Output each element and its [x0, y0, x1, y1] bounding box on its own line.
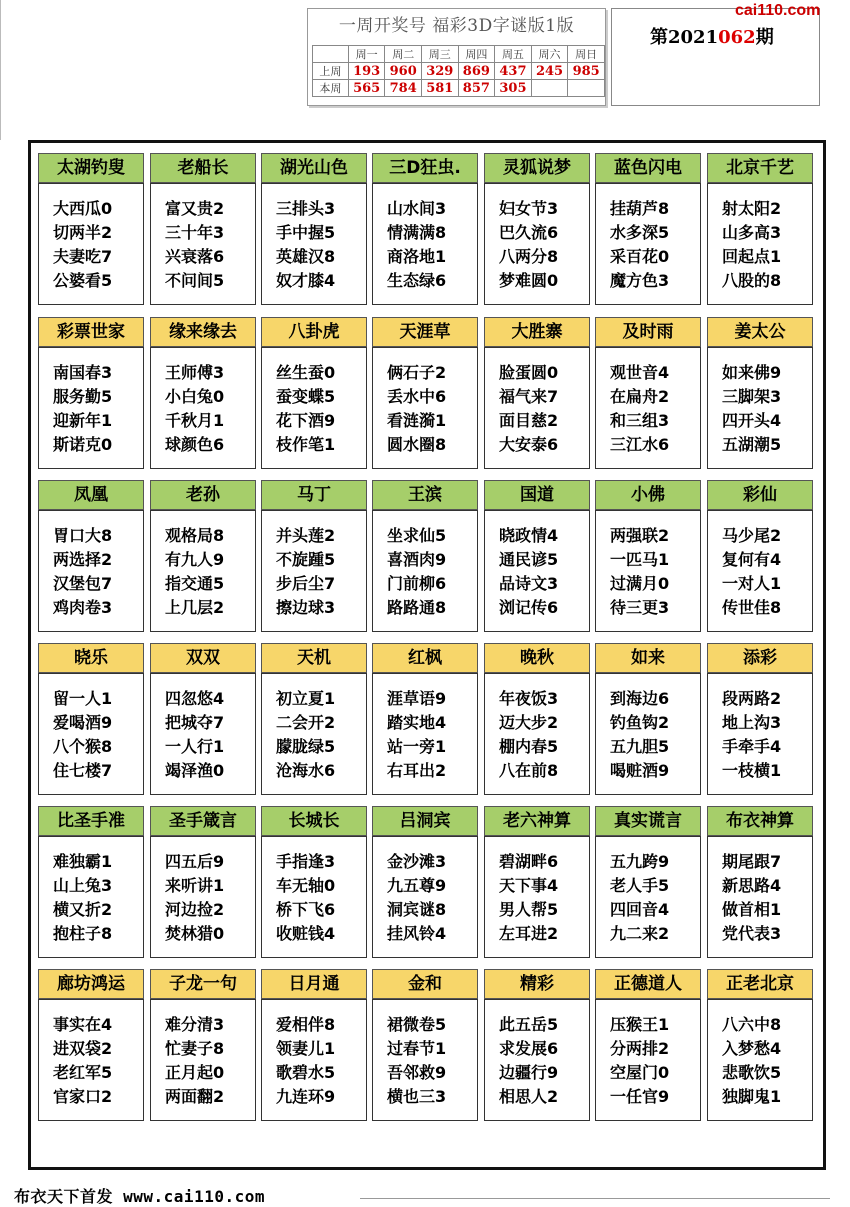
riddle-line: 八两分8 — [499, 247, 559, 266]
panel-author-name: 三D狂虫. — [372, 153, 478, 183]
riddle-line: 一对人1 — [722, 574, 782, 593]
riddle-line: 有九人9 — [165, 550, 225, 569]
riddle-line: 不旋踵5 — [276, 550, 336, 569]
riddle-line: 钓鱼钩2 — [610, 713, 670, 732]
riddle-line: 魔方色3 — [610, 271, 670, 290]
riddle-line: 两强联2 — [610, 526, 670, 545]
row-label-last-week: 上周 — [313, 63, 349, 80]
riddle-line: 踏实地4 — [387, 713, 447, 732]
riddle-line: 焚林猎0 — [165, 924, 225, 943]
riddle-line: 五九跨9 — [610, 852, 670, 871]
riddle-line: 四五后9 — [165, 852, 225, 871]
riddle-line: 夫妻吃7 — [53, 247, 113, 266]
riddle-line: 枝作笔1 — [276, 435, 336, 454]
riddle-line: 采百花0 — [610, 247, 670, 266]
riddle-line: 留一人1 — [53, 689, 113, 708]
riddle-line: 八六中8 — [722, 1015, 782, 1034]
panel-author-name: 湖光山色 — [261, 153, 367, 183]
riddle-line: 年夜饭3 — [499, 689, 559, 708]
panel-riddle-box — [261, 183, 367, 305]
panel-riddle-box — [38, 999, 144, 1121]
day-label: 周四 — [458, 46, 495, 63]
riddle-line: 四回音4 — [610, 900, 670, 919]
riddle-line: 奴才膝4 — [276, 271, 336, 290]
panel-author-name: 金和 — [372, 969, 478, 999]
riddle-line: 上几层2 — [165, 598, 225, 617]
panel-author-name: 廊坊鸿运 — [38, 969, 144, 999]
riddle-line: 步后尘7 — [276, 574, 336, 593]
riddle-line: 碧湖畔6 — [499, 852, 559, 871]
footer-line — [360, 1198, 830, 1199]
panel-author-name: 晓乐 — [38, 643, 144, 673]
panel-riddle-box — [372, 347, 478, 469]
riddle-line: 老红军5 — [53, 1063, 113, 1082]
riddle-line: 蚕变蝶5 — [276, 387, 336, 406]
panel-riddle-box — [707, 510, 813, 632]
draw-number: 437 — [495, 63, 532, 80]
riddle-line: 难独霸1 — [53, 852, 113, 871]
riddle-line: 妇女节3 — [499, 199, 559, 218]
panel-riddle-box — [595, 836, 701, 958]
riddle-line: 沧海水6 — [276, 761, 336, 780]
riddle-line: 富又贵2 — [165, 199, 225, 218]
panel-author-name: 姜太公 — [707, 317, 813, 347]
riddle-line: 一人行1 — [165, 737, 225, 756]
riddle-line: 在扁舟2 — [610, 387, 670, 406]
riddle-line: 歌碧水5 — [276, 1063, 336, 1082]
riddle-line: 圆水圈8 — [387, 435, 447, 454]
riddle-line: 千秋月1 — [165, 411, 225, 430]
riddle-line: 党代表3 — [722, 924, 782, 943]
panel-riddle-box — [372, 183, 478, 305]
panel-riddle-box — [150, 673, 256, 795]
panel-riddle-box — [484, 999, 590, 1121]
riddle-line: 山多高3 — [722, 223, 782, 242]
draw-number: 985 — [568, 63, 605, 80]
riddle-line: 此五岳5 — [499, 1015, 559, 1034]
panel-riddle-box — [261, 510, 367, 632]
panel-author-name: 晚秋 — [484, 643, 590, 673]
riddle-line: 把城夺7 — [165, 713, 225, 732]
panel-author-name: 吕洞宾 — [372, 806, 478, 836]
riddle-line: 山水间3 — [387, 199, 447, 218]
panel-riddle-box — [595, 347, 701, 469]
riddle-line: 二会开2 — [276, 713, 336, 732]
riddle-line: 裙微卷5 — [387, 1015, 447, 1034]
panel-author-name: 王滨 — [372, 480, 478, 510]
riddle-line: 过春节1 — [387, 1039, 447, 1058]
panel-author-name: 蓝色闪电 — [595, 153, 701, 183]
draw-number: 329 — [422, 63, 459, 80]
riddle-line: 马少尾2 — [722, 526, 782, 545]
riddle-line: 巴久流6 — [499, 223, 559, 242]
riddle-line: 期尾跟7 — [722, 852, 782, 871]
corner-cell — [313, 46, 349, 63]
riddle-line: 门前柳6 — [387, 574, 447, 593]
riddle-line: 吾邻救9 — [387, 1063, 447, 1082]
riddle-line: 官家口2 — [53, 1087, 113, 1106]
riddle-line: 喝赃酒9 — [610, 761, 670, 780]
riddle-line: 两面翻2 — [165, 1087, 225, 1106]
panel-author-name: 八卦虎 — [261, 317, 367, 347]
panel-author-name: 及时雨 — [595, 317, 701, 347]
panel-author-name: 正德道人 — [595, 969, 701, 999]
draw-number: 245 — [531, 63, 568, 80]
day-label: 周一 — [348, 46, 385, 63]
riddle-line: 独脚鬼1 — [722, 1087, 782, 1106]
riddle-line: 横也三3 — [387, 1087, 447, 1106]
draw-number: 193 — [348, 63, 385, 80]
panel-author-name: 日月通 — [261, 969, 367, 999]
draw-number: 869 — [458, 63, 495, 80]
panel-riddle-box — [595, 183, 701, 305]
draw-number — [531, 80, 568, 97]
riddle-line: 来听讲1 — [165, 876, 225, 895]
riddle-line: 桥下飞6 — [276, 900, 336, 919]
riddle-line: 观格局8 — [165, 526, 225, 545]
riddle-line: 面目慈2 — [499, 411, 559, 430]
riddle-line: 三十年3 — [165, 223, 225, 242]
riddle-line: 地上沟3 — [722, 713, 782, 732]
riddle-line: 站一旁1 — [387, 737, 447, 756]
riddle-line: 相思人2 — [499, 1087, 559, 1106]
riddle-line: 一枝横1 — [722, 761, 782, 780]
riddle-line: 英雄汉8 — [276, 247, 336, 266]
riddle-line: 住七楼7 — [53, 761, 113, 780]
issue-prefix: 第2021 — [650, 27, 719, 48]
panel-riddle-box — [484, 183, 590, 305]
riddle-line: 浏记传6 — [499, 598, 559, 617]
riddle-line: 指交通5 — [165, 574, 225, 593]
panel-author-name: 红枫 — [372, 643, 478, 673]
riddle-line: 男人帮5 — [499, 900, 559, 919]
panel-author-name: 精彩 — [484, 969, 590, 999]
riddle-line: 手指逢3 — [276, 852, 336, 871]
panel-riddle-box — [372, 999, 478, 1121]
riddle-line: 迈大步2 — [499, 713, 559, 732]
panel-riddle-box — [707, 183, 813, 305]
riddle-line: 王师傅3 — [165, 363, 225, 382]
riddle-line: 四开头4 — [722, 411, 782, 430]
riddle-line: 爱相伴8 — [276, 1015, 336, 1034]
riddle-line: 射太阳2 — [722, 199, 782, 218]
riddle-line: 横又折2 — [53, 900, 113, 919]
riddle-line: 左耳进2 — [499, 924, 559, 943]
riddle-line: 车无轴0 — [276, 876, 336, 895]
weekly-draw-header — [307, 8, 606, 106]
panel-riddle-box — [484, 673, 590, 795]
riddle-line: 事实在4 — [53, 1015, 113, 1034]
riddle-line: 南国春3 — [53, 363, 113, 382]
header-title: 一周开奖号 福彩3D字谜版1版 — [338, 16, 575, 36]
panel-riddle-box — [372, 673, 478, 795]
riddle-line: 两选择2 — [53, 550, 113, 569]
riddle-line: 一匹马1 — [610, 550, 670, 569]
panel-riddle-box — [484, 836, 590, 958]
panel-riddle-box — [595, 999, 701, 1121]
riddle-line: 初立夏1 — [276, 689, 336, 708]
riddle-line: 竭泽渔0 — [165, 761, 225, 780]
riddle-line: 传世佳8 — [722, 598, 782, 617]
panel-riddle-box — [707, 347, 813, 469]
row-label-this-week: 本周 — [313, 80, 349, 97]
panel-author-name: 天涯草 — [372, 317, 478, 347]
riddle-line: 边疆行9 — [499, 1063, 559, 1082]
riddle-line: 求发展6 — [499, 1039, 559, 1058]
left-margin-line — [0, 0, 1, 140]
panel-author-name: 添彩 — [707, 643, 813, 673]
riddle-line: 收赃钱4 — [276, 924, 336, 943]
panel-author-name: 比圣手准 — [38, 806, 144, 836]
riddle-line: 五九胆5 — [610, 737, 670, 756]
draw-number: 857 — [458, 80, 495, 97]
riddle-line: 丝生蚕0 — [276, 363, 336, 382]
riddle-line: 入梦愁4 — [722, 1039, 782, 1058]
riddle-line: 俩石子2 — [387, 363, 447, 382]
panel-author-name: 如来 — [595, 643, 701, 673]
riddle-line: 大西瓜0 — [53, 199, 113, 218]
riddle-line: 八股的8 — [722, 271, 782, 290]
panel-riddle-box — [372, 510, 478, 632]
riddle-line: 并头莲2 — [276, 526, 336, 545]
riddle-line: 球颜色6 — [165, 435, 225, 454]
riddle-line: 涯草语9 — [387, 689, 447, 708]
panel-author-name: 彩票世家 — [38, 317, 144, 347]
draw-number: 581 — [422, 80, 459, 97]
panel-author-name: 真实谎言 — [595, 806, 701, 836]
riddle-line: 切两半2 — [53, 223, 113, 242]
riddle-line: 小白兔0 — [165, 387, 225, 406]
panel-author-name: 老船长 — [150, 153, 256, 183]
panel-author-name: 正老北京 — [707, 969, 813, 999]
panel-riddle-box — [261, 673, 367, 795]
footer-text: 布衣天下首发 www.cai110.com — [14, 1187, 265, 1206]
riddle-line: 河边捡2 — [165, 900, 225, 919]
panel-riddle-box — [484, 347, 590, 469]
riddle-line: 爱喝酒9 — [53, 713, 113, 732]
day-label: 周六 — [531, 46, 568, 63]
riddle-line: 五湖潮5 — [722, 435, 782, 454]
riddle-line: 正月起0 — [165, 1063, 225, 1082]
riddle-line: 斯诺克0 — [53, 435, 113, 454]
riddle-line: 悲歌饮5 — [722, 1063, 782, 1082]
panel-riddle-box — [38, 673, 144, 795]
riddle-line: 分两排2 — [610, 1039, 670, 1058]
draw-number — [568, 80, 605, 97]
riddle-line: 水多深5 — [610, 223, 670, 242]
riddle-line: 通民谚5 — [499, 550, 559, 569]
panel-author-name: 彩仙 — [707, 480, 813, 510]
riddle-line: 进双袋2 — [53, 1039, 113, 1058]
panel-riddle-box — [150, 999, 256, 1121]
site-watermark: cai110.com — [735, 2, 821, 19]
riddle-line: 压猴王1 — [610, 1015, 670, 1034]
riddle-line: 情满满8 — [387, 223, 447, 242]
issue-box — [611, 8, 820, 106]
riddle-line: 右耳出2 — [387, 761, 447, 780]
panel-riddle-box — [261, 999, 367, 1121]
riddle-line: 洞宾谜8 — [387, 900, 447, 919]
riddle-line: 四忽悠4 — [165, 689, 225, 708]
riddle-line: 三脚架3 — [722, 387, 782, 406]
draw-number: 784 — [385, 80, 422, 97]
panel-author-name: 国道 — [484, 480, 590, 510]
riddle-line: 品诗文3 — [499, 574, 559, 593]
day-label: 周三 — [422, 46, 459, 63]
riddle-line: 八在前8 — [499, 761, 559, 780]
panel-author-name: 大胜寨 — [484, 317, 590, 347]
riddle-line: 兴衰落6 — [165, 247, 225, 266]
riddle-line: 鸡肉卷3 — [53, 598, 113, 617]
panel-author-name: 布衣神算 — [707, 806, 813, 836]
panel-author-name: 马丁 — [261, 480, 367, 510]
panel-author-name: 双双 — [150, 643, 256, 673]
riddle-line: 难分清3 — [165, 1015, 225, 1034]
riddle-line: 花下酒9 — [276, 411, 336, 430]
riddle-line: 领妻儿1 — [276, 1039, 336, 1058]
issue-number — [650, 23, 774, 49]
draw-number: 305 — [495, 80, 532, 97]
riddle-line: 不问间5 — [165, 271, 225, 290]
panel-author-name: 圣手箴言 — [150, 806, 256, 836]
riddle-line: 三江水6 — [610, 435, 670, 454]
riddle-line: 九二来2 — [610, 924, 670, 943]
riddle-line: 山上兔3 — [53, 876, 113, 895]
riddle-line: 挂风铃4 — [387, 924, 447, 943]
riddle-line: 丢水中6 — [387, 387, 447, 406]
riddle-line: 新思路4 — [722, 876, 782, 895]
riddle-line: 一任官9 — [610, 1087, 670, 1106]
riddle-line: 商洛地1 — [387, 247, 447, 266]
riddle-line: 挂葫芦8 — [610, 199, 670, 218]
riddle-line: 观世音4 — [610, 363, 670, 382]
riddle-line: 擦边球3 — [276, 598, 336, 617]
riddle-line: 做首相1 — [722, 900, 782, 919]
panel-riddle-box — [484, 510, 590, 632]
riddle-line: 九五尊9 — [387, 876, 447, 895]
panel-riddle-box — [261, 347, 367, 469]
riddle-line: 天下事4 — [499, 876, 559, 895]
draw-number: 565 — [348, 80, 385, 97]
panel-author-name: 缘来缘去 — [150, 317, 256, 347]
riddle-line: 手中握5 — [276, 223, 336, 242]
panel-author-name: 凤凰 — [38, 480, 144, 510]
weekly-draw-table — [312, 45, 605, 97]
riddle-line: 胃口大8 — [53, 526, 113, 545]
panel-riddle-box — [38, 347, 144, 469]
riddle-line: 复何有4 — [722, 550, 782, 569]
riddle-line: 大安泰6 — [499, 435, 559, 454]
panel-author-name: 老孙 — [150, 480, 256, 510]
riddle-line: 棚内春5 — [499, 737, 559, 756]
riddle-line: 空屋门0 — [610, 1063, 670, 1082]
panel-riddle-box — [150, 836, 256, 958]
riddle-line: 八个猴8 — [53, 737, 113, 756]
panel-riddle-box — [595, 673, 701, 795]
riddle-line: 过满月0 — [610, 574, 670, 593]
riddle-line: 脸蛋圆0 — [499, 363, 559, 382]
riddle-line: 回起点1 — [722, 247, 782, 266]
panel-riddle-box — [261, 836, 367, 958]
panel-riddle-box — [150, 347, 256, 469]
panel-riddle-box — [38, 183, 144, 305]
riddle-line: 晓政情4 — [499, 526, 559, 545]
panel-riddle-box — [150, 510, 256, 632]
riddle-line: 坐求仙5 — [387, 526, 447, 545]
riddle-line: 公婆看5 — [53, 271, 113, 290]
panel-author-name: 老六神算 — [484, 806, 590, 836]
riddle-line: 到海边6 — [610, 689, 670, 708]
riddle-line: 喜酒肉9 — [387, 550, 447, 569]
riddle-line: 服务勤5 — [53, 387, 113, 406]
panel-author-name: 长城长 — [261, 806, 367, 836]
riddle-line: 手牵手4 — [722, 737, 782, 756]
panel-author-name: 天机 — [261, 643, 367, 673]
riddle-line: 老人手5 — [610, 876, 670, 895]
issue-suffix: 期 — [755, 27, 774, 48]
riddle-line: 金沙滩3 — [387, 852, 447, 871]
issue-id: 062 — [718, 27, 756, 48]
riddle-line: 路路通8 — [387, 598, 447, 617]
riddle-line: 待三更3 — [610, 598, 670, 617]
panel-riddle-box — [150, 183, 256, 305]
panel-author-name: 子龙一句 — [150, 969, 256, 999]
riddle-line: 汉堡包7 — [53, 574, 113, 593]
panel-riddle-box — [707, 836, 813, 958]
panel-riddle-box — [595, 510, 701, 632]
riddle-line: 看涟漪1 — [387, 411, 447, 430]
riddle-line: 朦胧绿5 — [276, 737, 336, 756]
panel-riddle-box — [38, 836, 144, 958]
panel-riddle-box — [372, 836, 478, 958]
panel-riddle-box — [707, 673, 813, 795]
riddle-line: 梦难圆0 — [499, 271, 559, 290]
riddle-line: 九连环9 — [276, 1087, 336, 1106]
riddle-line: 生态绿6 — [387, 271, 447, 290]
panel-author-name: 小佛 — [595, 480, 701, 510]
riddle-line: 忙妻子8 — [165, 1039, 225, 1058]
panel-author-name: 灵狐说梦 — [484, 153, 590, 183]
draw-number: 960 — [385, 63, 422, 80]
riddle-line: 段两路2 — [722, 689, 782, 708]
panel-author-name: 北京千艺 — [707, 153, 813, 183]
panel-riddle-box — [38, 510, 144, 632]
riddle-line: 福气来7 — [499, 387, 559, 406]
day-label: 周五 — [495, 46, 532, 63]
panel-riddle-box — [707, 999, 813, 1121]
riddle-line: 迎新年1 — [53, 411, 113, 430]
day-label: 周二 — [385, 46, 422, 63]
riddle-line: 三排头3 — [276, 199, 336, 218]
riddle-line: 抱柱子8 — [53, 924, 113, 943]
riddle-grid — [28, 140, 826, 1170]
panel-author-name: 太湖钓叟 — [38, 153, 144, 183]
day-label: 周日 — [568, 46, 605, 63]
riddle-line: 和三组3 — [610, 411, 670, 430]
riddle-line: 如来佛9 — [722, 363, 782, 382]
